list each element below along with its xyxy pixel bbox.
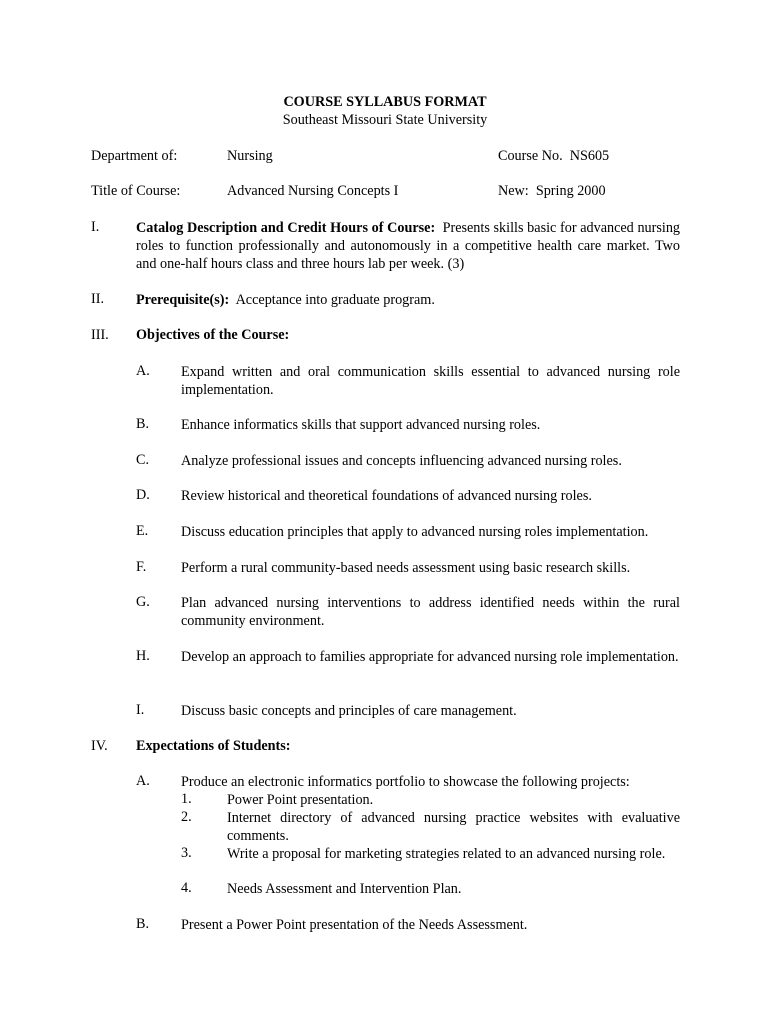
catalog-description-text: Presents skills basic for advanced nursing roles to function professionally and autonomously in a competitive health care market. Two and one-half hours class and three hours lab per week. (3)	[136, 220, 681, 272]
section-numeral: III.	[91, 327, 109, 343]
objective-letter: H.	[136, 648, 150, 664]
objective-text: Plan advanced nursing interventions to address identified needs within the rural community environment.	[181, 595, 680, 629]
new-date: New: Spring 2000	[498, 183, 606, 199]
prerequisites	[136, 291, 680, 309]
objective-text: Discuss education principles that apply to advanced nursing roles implementation.	[181, 524, 649, 540]
objective-text: Perform a rural community-based needs assessment using basic research skills.	[181, 560, 631, 576]
course-title-label: Title of Course:	[91, 183, 181, 199]
objective-text: Develop an approach to families appropriate for advanced nursing role implementation.	[181, 649, 679, 665]
expectation-text: Produce an electronic informatics portfolio to showcase the following projects:	[181, 774, 630, 790]
project-text: Needs Assessment and Intervention Plan.	[227, 881, 462, 897]
university-name: Southeast Missouri State University	[282, 112, 488, 128]
department-value: Nursing	[227, 148, 273, 164]
objective-letter: A.	[136, 363, 150, 379]
project-text: Internet directory of advanced nursing practice websites with evaluative comments.	[227, 810, 680, 844]
objective-letter: B.	[136, 416, 150, 432]
objective-letter: E.	[136, 523, 149, 539]
objective-text: Review historical and theoretical foundations of advanced nursing roles.	[181, 488, 592, 504]
objective-letter: D.	[136, 487, 150, 503]
section-heading: Prerequisite(s):	[136, 292, 230, 308]
project-number: 3.	[181, 845, 192, 861]
department-label: Department of:	[91, 148, 178, 164]
section-numeral: I.	[91, 219, 100, 235]
expectation-letter: B.	[136, 916, 150, 932]
project-number: 2.	[181, 809, 192, 825]
objective-text: Analyze professional issues and concepts influencing advanced nursing roles.	[181, 453, 622, 469]
objective-letter: F.	[136, 559, 147, 575]
section-numeral: IV.	[91, 738, 108, 754]
section-heading: Expectations of Students:	[136, 738, 291, 754]
objective-letter: C.	[136, 452, 150, 468]
project-number: 1.	[181, 791, 192, 807]
objective-letter: G.	[136, 594, 150, 610]
objective-text: Expand written and oral communication skills essential to advanced nursing role implementation.	[181, 364, 680, 398]
section-heading: Catalog Description and Credit Hours of Course:	[136, 220, 436, 236]
expectation-letter: A.	[136, 773, 150, 789]
course-number: Course No. NS605	[498, 148, 610, 164]
expectation-text: Present a Power Point presentation of the Needs Assessment.	[181, 917, 528, 933]
document-title: COURSE SYLLABUS FORMAT	[283, 94, 487, 110]
catalog-description	[136, 219, 680, 273]
section-numeral: II.	[91, 291, 104, 307]
objective-text: Discuss basic concepts and principles of care management.	[181, 703, 517, 719]
course-title-value: Advanced Nursing Concepts I	[227, 183, 399, 199]
project-text: Write a proposal for marketing strategies related to an advanced nursing role.	[227, 846, 666, 862]
project-text: Power Point presentation.	[227, 792, 374, 808]
objective-letter: I.	[136, 702, 145, 718]
project-number: 4.	[181, 880, 192, 896]
objective-text: Enhance informatics skills that support advanced nursing roles.	[181, 417, 541, 433]
prerequisites-text: Acceptance into graduate program.	[235, 292, 435, 308]
section-heading: Objectives of the Course:	[136, 327, 290, 343]
